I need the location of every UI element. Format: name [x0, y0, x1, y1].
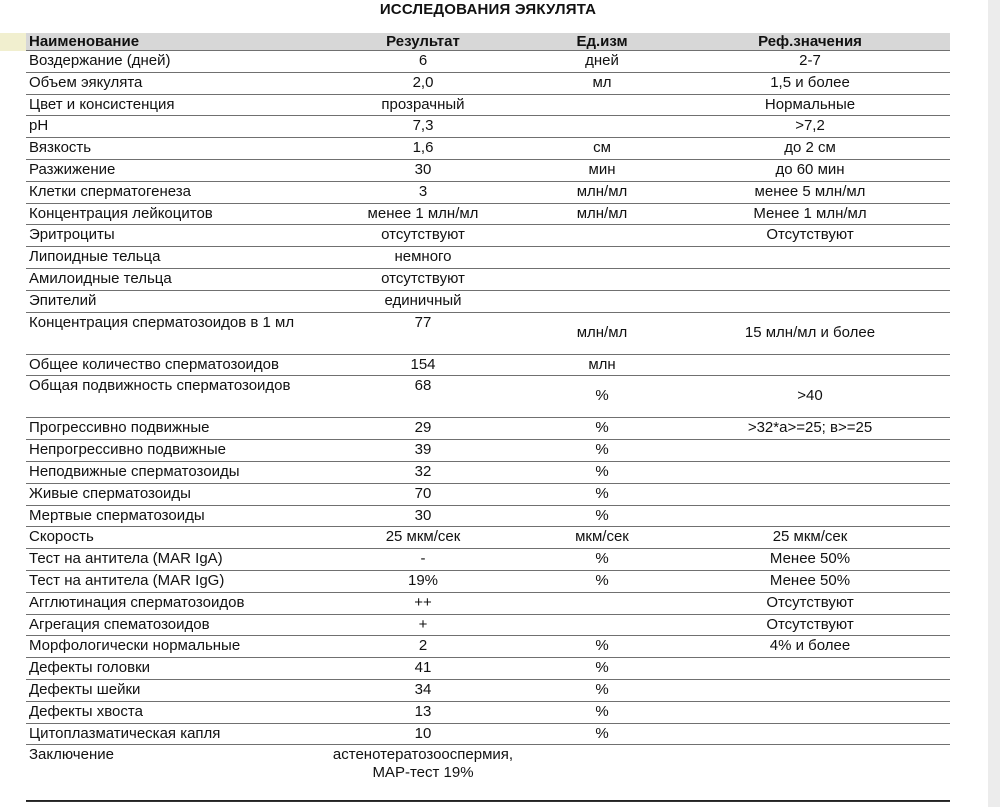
cell-name: Вязкость	[29, 139, 92, 157]
table-row	[26, 355, 950, 377]
cell-name: Амилоидные тельца	[29, 269, 172, 287]
cell-result: 154	[410, 355, 436, 373]
cell-ref: >40	[797, 387, 823, 405]
cell-ref: 15 млн/мл и более	[744, 323, 876, 341]
table-row	[26, 440, 950, 462]
cell-result: 70	[414, 484, 432, 502]
cell-unit: млн/мл	[576, 323, 628, 341]
table-row	[26, 418, 950, 440]
cell-ref: >7,2	[795, 117, 825, 135]
cell-name: Прогрессивно подвижные	[29, 419, 210, 437]
cell-name: Концентрация лейкоцитов	[29, 204, 213, 222]
cell-name: Клетки сперматогенеза	[29, 182, 191, 200]
cell-name: Живые сперматозоиды	[29, 484, 191, 502]
cell-ref: до 60 мин	[775, 160, 845, 178]
cell-ref: 25 мкм/сек	[772, 528, 848, 546]
cell-unit: %	[595, 462, 609, 480]
cell-unit: мл	[592, 73, 612, 91]
cell-result: 1,6	[412, 139, 434, 157]
cell-result: 30	[414, 506, 432, 524]
cell-name: Дефекты хвоста	[29, 702, 143, 720]
cell-name: Липоидные тельца	[29, 248, 161, 266]
header-ref: Реф.значения	[758, 33, 862, 50]
conclusion-row	[26, 745, 950, 801]
table-row	[26, 462, 950, 484]
cell-name: Цвет и консистенция	[29, 95, 175, 113]
cell-result: 68	[414, 377, 432, 395]
cell-name: Воздержание (дней)	[29, 52, 171, 69]
table-row	[26, 702, 950, 724]
cell-name: Мертвые сперматозоиды	[29, 506, 205, 524]
table-row	[26, 160, 950, 182]
cell-name: Концентрация сперматозоидов в 1 мл	[29, 313, 295, 331]
cell-name: Дефекты шейки	[29, 680, 141, 698]
cell-name: Дефекты головки	[29, 659, 151, 677]
table-row	[26, 636, 950, 658]
header-name: Наименование	[29, 33, 140, 50]
cell-unit: %	[595, 702, 609, 720]
table-row	[26, 658, 950, 680]
cell-unit: мкм/сек	[575, 528, 629, 546]
conclusion-value	[316, 746, 530, 782]
cell-result: 39	[414, 441, 432, 459]
table-row	[26, 484, 950, 506]
cell-ref: >32*а>=25; в>=25	[747, 419, 873, 437]
cell-result: менее 1 млн/мл	[367, 204, 479, 222]
cell-unit: %	[595, 724, 609, 742]
scrollbar-track[interactable]	[988, 0, 1000, 807]
cell-result: 2,0	[412, 73, 434, 91]
table-row	[26, 95, 950, 117]
cell-ref: Отсутствуют	[766, 593, 854, 611]
cell-result: 29	[414, 419, 432, 437]
cell-result: +	[418, 615, 428, 633]
cell-unit: млн/мл	[576, 182, 628, 200]
cell-result: 30	[414, 160, 432, 178]
cell-ref: 2-7	[799, 52, 821, 69]
cell-result: отсутствуют	[381, 226, 465, 244]
cell-unit: %	[595, 419, 609, 437]
cell-unit: %	[595, 550, 609, 568]
table-header	[26, 33, 950, 51]
cell-name: Морфологически нормальные	[29, 637, 241, 655]
table-row	[26, 593, 950, 615]
cell-unit: %	[595, 484, 609, 502]
cell-unit: %	[595, 637, 609, 655]
results-table	[26, 33, 950, 802]
table-row	[26, 571, 950, 593]
table-row	[26, 291, 950, 313]
cell-name: Непрогрессивно подвижные	[29, 441, 226, 459]
table-row	[26, 527, 950, 549]
cell-ref: Менее 50%	[769, 550, 851, 568]
cell-unit: %	[595, 441, 609, 459]
cell-result: прозрачный	[381, 95, 465, 113]
table-row	[26, 506, 950, 528]
table-row	[26, 225, 950, 247]
table-row	[26, 247, 950, 269]
cell-name: Тест на антитела (MAR IgG)	[29, 571, 225, 589]
cell-name: Тест на антитела (MAR IgA)	[29, 550, 223, 568]
cell-result: 77	[414, 313, 432, 331]
cell-unit: млн	[588, 355, 616, 373]
cell-unit: %	[595, 659, 609, 677]
table-row	[26, 116, 950, 138]
table-row	[26, 182, 950, 204]
cell-unit: дней	[585, 52, 619, 69]
cell-result: отсутствуют	[381, 269, 465, 287]
cell-name: pH	[29, 117, 49, 135]
cell-ref: Менее 50%	[769, 571, 851, 589]
cell-name: Скорость	[29, 528, 94, 546]
cell-ref: до 2 см	[784, 139, 836, 157]
header-unit: Ед.изм	[576, 33, 628, 50]
cell-unit: %	[595, 387, 609, 405]
cell-result: -	[420, 550, 426, 568]
cell-result: 32	[414, 462, 432, 480]
cell-name: Эпителий	[29, 291, 97, 309]
cell-name: Эритроциты	[29, 226, 115, 244]
table-row	[26, 51, 950, 73]
cell-name: Цитоплазматическая капля	[29, 724, 221, 742]
conclusion-label: Заключение	[29, 746, 114, 764]
cell-name: Неподвижные сперматозоиды	[29, 462, 240, 480]
cell-ref: 1,5 и более	[770, 73, 850, 91]
cell-name: Общая подвижность сперматозоидов	[29, 377, 291, 395]
cell-result: 19%	[407, 571, 439, 589]
table-row	[26, 204, 950, 226]
table-row	[26, 724, 950, 746]
table-row	[26, 73, 950, 95]
table-row	[26, 680, 950, 702]
cell-name: Объем эякулята	[29, 73, 143, 91]
conclusion-line-1: астенотератозооспермия,	[332, 746, 514, 764]
cell-result: 2	[418, 637, 428, 655]
cell-result: 6	[418, 52, 428, 69]
cell-result: единичный	[384, 291, 462, 309]
table-row	[26, 269, 950, 291]
cell-name: Разжижение	[29, 160, 116, 178]
conclusion-line-2: МАР-тест 19%	[372, 764, 474, 782]
cell-name: Агрегация спематозоидов	[29, 615, 210, 633]
cell-unit: %	[595, 680, 609, 698]
table-row	[26, 313, 950, 355]
cell-ref: Нормальные	[764, 95, 856, 113]
table-row	[26, 138, 950, 160]
header-result: Результат	[386, 33, 460, 50]
row-marker	[0, 33, 26, 51]
cell-result: 25 мкм/сек	[385, 528, 461, 546]
cell-result: 7,3	[412, 117, 434, 135]
cell-unit: см	[593, 139, 611, 157]
cell-unit: %	[595, 571, 609, 589]
cell-ref: Отсутствуют	[766, 615, 854, 633]
cell-ref: 4% и более	[769, 637, 851, 655]
cell-name: Общее количество сперматозоидов	[29, 355, 279, 373]
cell-unit: млн/мл	[576, 204, 628, 222]
cell-result: 10	[414, 724, 432, 742]
cell-result: 13	[414, 702, 432, 720]
cell-ref: менее 5 млн/мл	[754, 182, 866, 200]
cell-unit: %	[595, 506, 609, 524]
table-row	[26, 615, 950, 637]
cell-ref: Менее 1 млн/мл	[753, 204, 867, 222]
cell-name: Агглютинация сперматозоидов	[29, 593, 245, 611]
cell-result: 3	[418, 182, 428, 200]
cell-result: немного	[394, 248, 452, 266]
cell-result: ++	[414, 593, 432, 611]
cell-unit: мин	[588, 160, 616, 178]
cell-result: 34	[414, 680, 432, 698]
table-row	[26, 549, 950, 571]
page-title: ИССЛЕДОВАНИЯ ЭЯКУЛЯТА	[379, 1, 597, 18]
cell-ref: Отсутствуют	[766, 226, 854, 244]
cell-result: 41	[414, 659, 432, 677]
table-row	[26, 376, 950, 418]
